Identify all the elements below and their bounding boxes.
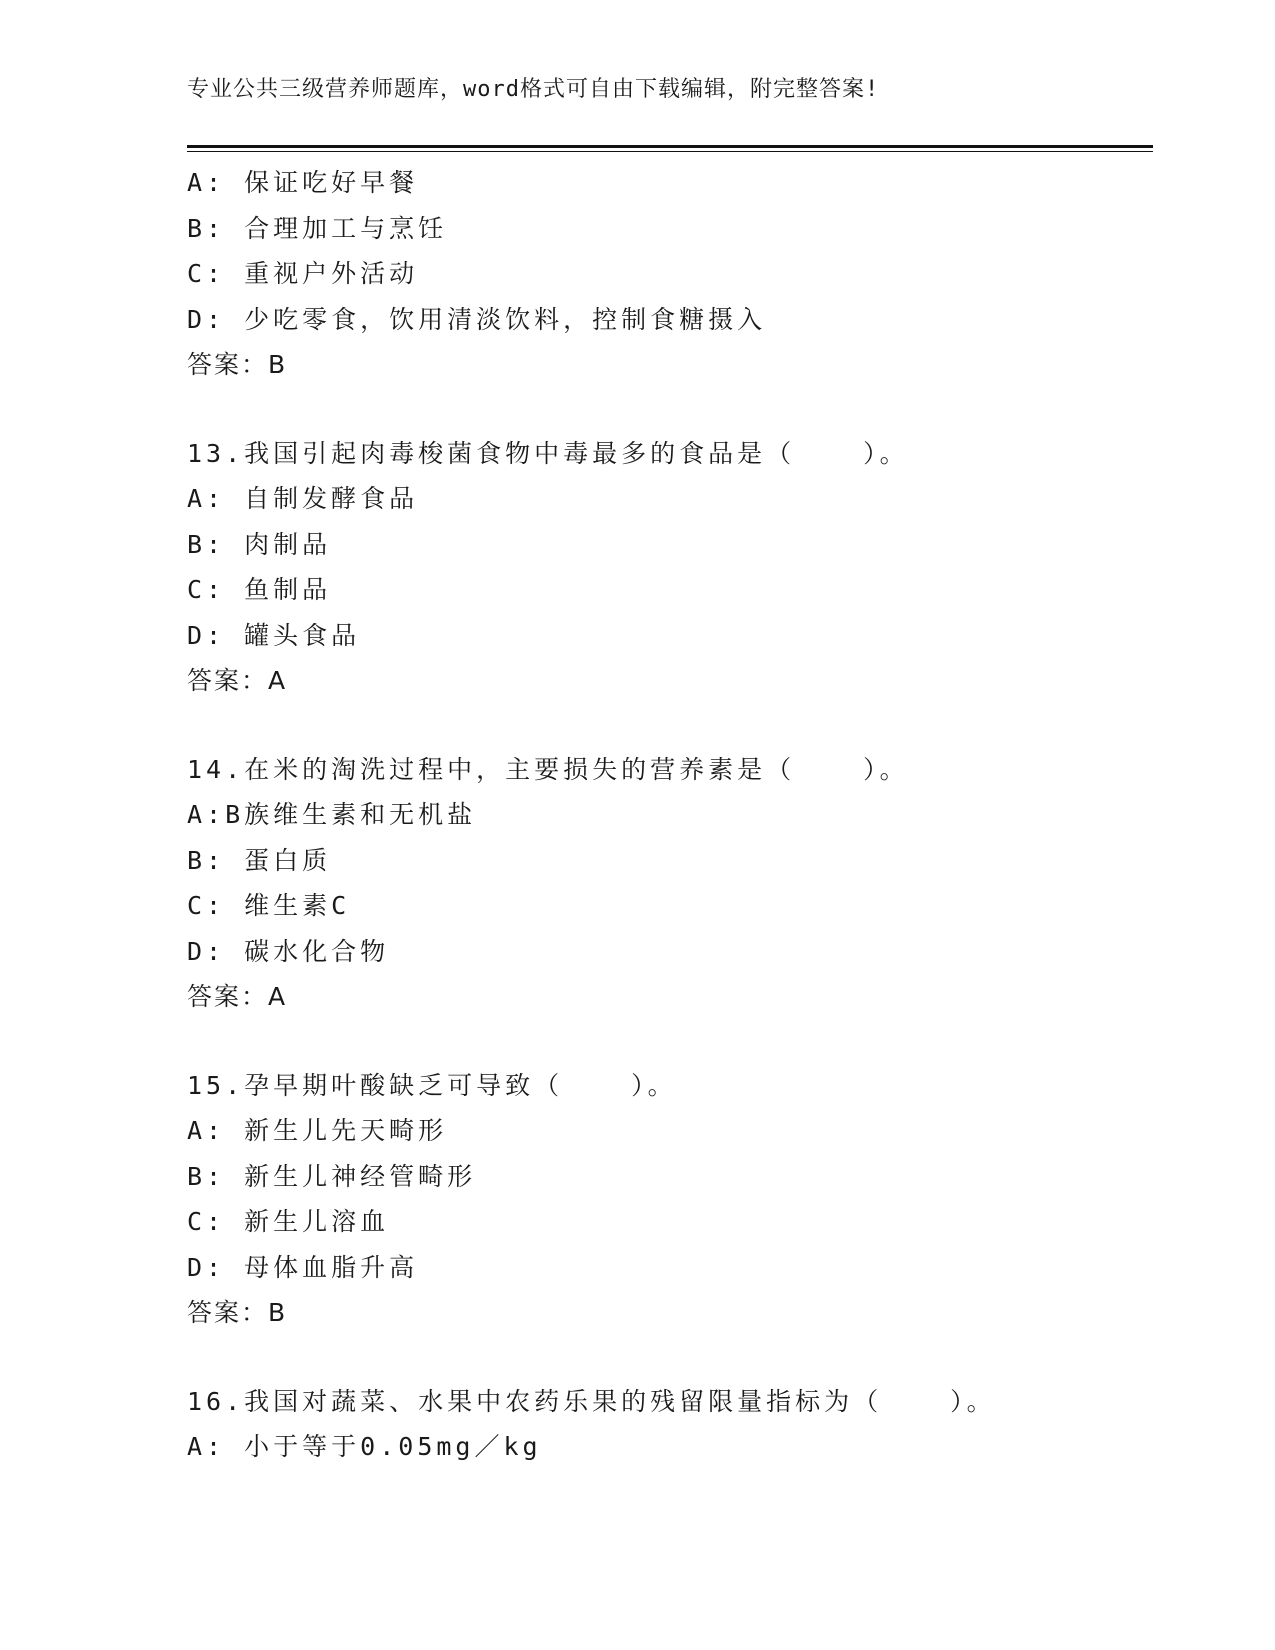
option-c: C: 新生儿溶血 — [187, 1207, 390, 1236]
option-d: D: 罐头食品 — [187, 620, 361, 650]
question-stem: 15.孕早期叶酸缺乏可导致（ ）。 — [187, 1070, 677, 1100]
answer-line: 答案：B — [187, 350, 288, 379]
option-a: A:B族维生素和无机盐 — [187, 800, 477, 829]
header-rule-thick — [187, 145, 1153, 148]
question-15 — [187, 1063, 1153, 1336]
option-d: D: 少吃零食，饮用清淡饮料，控制食糖摄入 — [187, 304, 767, 334]
option-b: B: 肉制品 — [187, 529, 332, 559]
question-stem: 16.我国对蔬菜、水果中农药乐果的残留限量指标为（ ）。 — [187, 1386, 996, 1416]
question-stem: 13.我国引起肉毒梭菌食物中毒最多的食品是（ ）。 — [187, 438, 909, 468]
document-body — [187, 160, 1153, 1470]
option-a: A: 小于等于0.05mg／kg — [187, 1432, 542, 1461]
option-a: A: 自制发酵食品 — [187, 484, 419, 513]
option-b: B: 合理加工与烹饪 — [187, 213, 448, 243]
option-d: D: 母体血脂升高 — [187, 1252, 419, 1282]
answer-line: 答案：A — [187, 666, 288, 695]
option-a: A: 新生儿先天畸形 — [187, 1116, 448, 1145]
question-16 — [187, 1379, 1153, 1470]
option-c: C: 重视户外活动 — [187, 259, 419, 288]
question-stem: 14.在米的淘洗过程中，主要损失的营养素是（ ）。 — [187, 754, 909, 784]
answer-line: 答案：B — [187, 1298, 288, 1327]
header-rule-thin — [187, 151, 1153, 152]
question-14 — [187, 747, 1153, 1020]
option-b: B: 蛋白质 — [187, 845, 332, 875]
question-13 — [187, 431, 1153, 704]
option-d: D: 碳水化合物 — [187, 936, 390, 966]
option-b: B: 新生儿神经管畸形 — [187, 1161, 477, 1191]
option-a: A: 保证吃好早餐 — [187, 168, 419, 197]
option-c: C: 维生素C — [187, 891, 351, 920]
option-c: C: 鱼制品 — [187, 575, 332, 604]
answer-line: 答案：A — [187, 982, 288, 1011]
question-12-continued — [187, 160, 1153, 388]
page-header: 专业公共三级营养师题库，word格式可自由下载编辑，附完整答案! — [187, 77, 880, 102]
